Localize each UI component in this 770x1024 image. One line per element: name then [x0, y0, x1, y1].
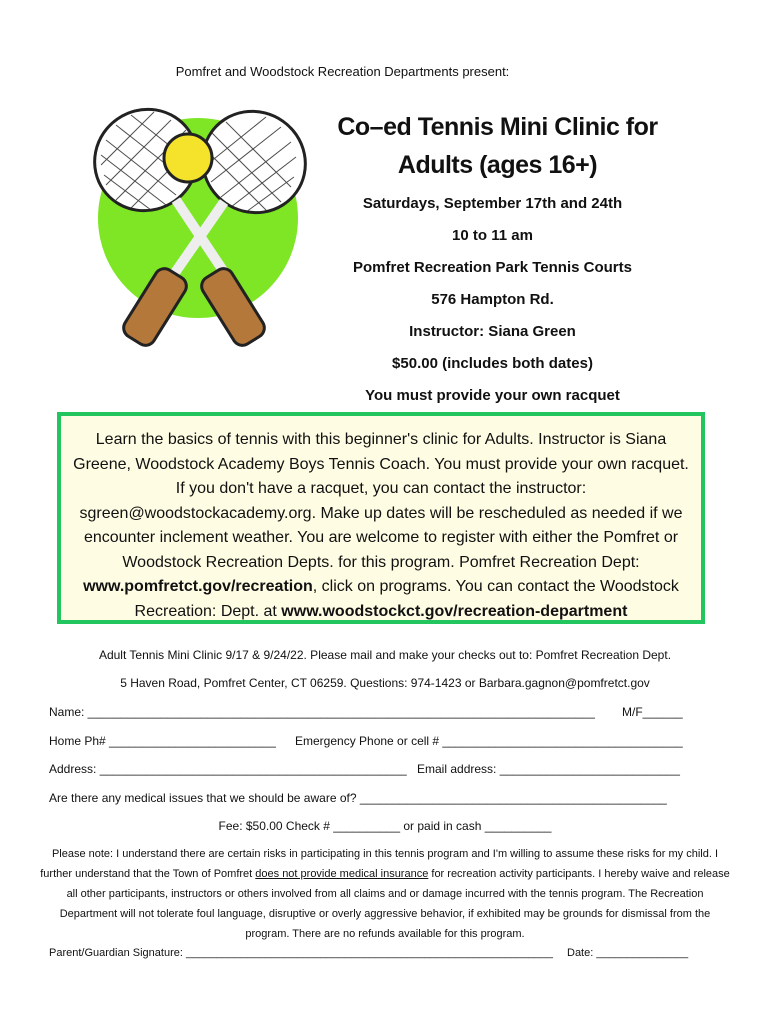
emergency-phone-field[interactable]: Emergency Phone or cell # ____________________________________ [295, 734, 683, 748]
address-field[interactable]: Address: ______________________________________________ [49, 762, 407, 776]
email-field[interactable]: Email address: ___________________________ [417, 762, 680, 776]
info-box [57, 412, 705, 624]
event-time: 10 to 11 am [452, 227, 533, 244]
info-text-2: , click on programs. You can contact the Woodstock Recreation: Dept. at [134, 578, 679, 620]
info-text-1: Learn the basics of tennis with this beginner's clinic for Adults. Instructor is Siana Greene, Woodstock Academy Boys Tennis Coach. You must provide your own racquet. If you don't have a racquet, you can contact the instructor: sgreen@woodstockacademy.org. Make up dates will be rescheduled as needed if we encounter inclement weather. You are welcome to register with either the Pomfret or Woodstock Recreation Depts. for this program. Pomfret Recreation Dept: [73, 431, 689, 571]
event-fee: $50.00 (includes both dates) [392, 355, 593, 372]
event-location: Pomfret Recreation Park Tennis Courts [353, 259, 632, 276]
mailing-instructions: Adult Tennis Mini Clinic 9/17 & 9/24/22. Please mail and make your checks out to: Pomfret Recreation Dept. [98, 648, 672, 662]
waiver-text-2: for recreation activity participants. I hereby waive and release all other participants, instructors or others involved from all claims and or damage incurred with the tennis program. The Recreation Department will not tolerate foul language, disruptive or overly aggressive behavior, if exhibited may be grounds for dismissal from the program. There are no refunds available for this program. [59, 868, 730, 940]
waiver-note [40, 844, 730, 944]
title-line-1: Co–ed Tennis Mini Clinic for [337, 113, 658, 141]
event-date: Saturdays, September 17th and 24th [362, 195, 623, 212]
waiver-underline: does not provide medical insurance [255, 868, 429, 880]
contact-info: 5 Haven Road, Pomfret Center, CT 06259. Questions: 974-1423 or Barbara.gagnon@pomfretct.gov [120, 676, 650, 690]
woodstock-recreation-link[interactable]: www.woodstockct.gov/recreation-department [281, 602, 628, 620]
event-details [320, 190, 665, 414]
date-field[interactable]: Date: _______________ [567, 947, 689, 959]
signature-field[interactable]: Parent/Guardian Signature: ____________________________________________________________ [49, 947, 554, 959]
pomfret-recreation-link[interactable]: www.pomfretct.gov/recreation [83, 578, 313, 595]
title-line-2: Adults (ages 16+) [397, 151, 598, 179]
tennis-racquets-icon [76, 100, 316, 350]
waiver-text-1: Please note: I understand there are certain risks in participating in this tennis program and I'm willing to assume these risks for my child. I further understand that the Town of Pomfret [40, 848, 719, 880]
name-field[interactable]: Name: ____________________________________________________________________________ [49, 705, 595, 719]
event-racquet-note: You must provide your own racquet [365, 387, 620, 404]
home-phone-field[interactable]: Home Ph# _________________________ [49, 734, 276, 748]
fee-field[interactable]: Fee: $50.00 Check # __________ or paid in cash __________ [218, 819, 552, 833]
medical-issues-field[interactable]: Are there any medical issues that we should be aware of? ______________________________________________ [49, 791, 667, 805]
event-address: 576 Hampton Rd. [431, 291, 554, 308]
page-title [320, 108, 675, 184]
presenter-text: Pomfret and Woodstock Recreation Departments present: [175, 64, 510, 79]
event-instructor: Instructor: Siana Green [409, 323, 576, 340]
gender-field[interactable]: M/F______ [622, 705, 683, 719]
